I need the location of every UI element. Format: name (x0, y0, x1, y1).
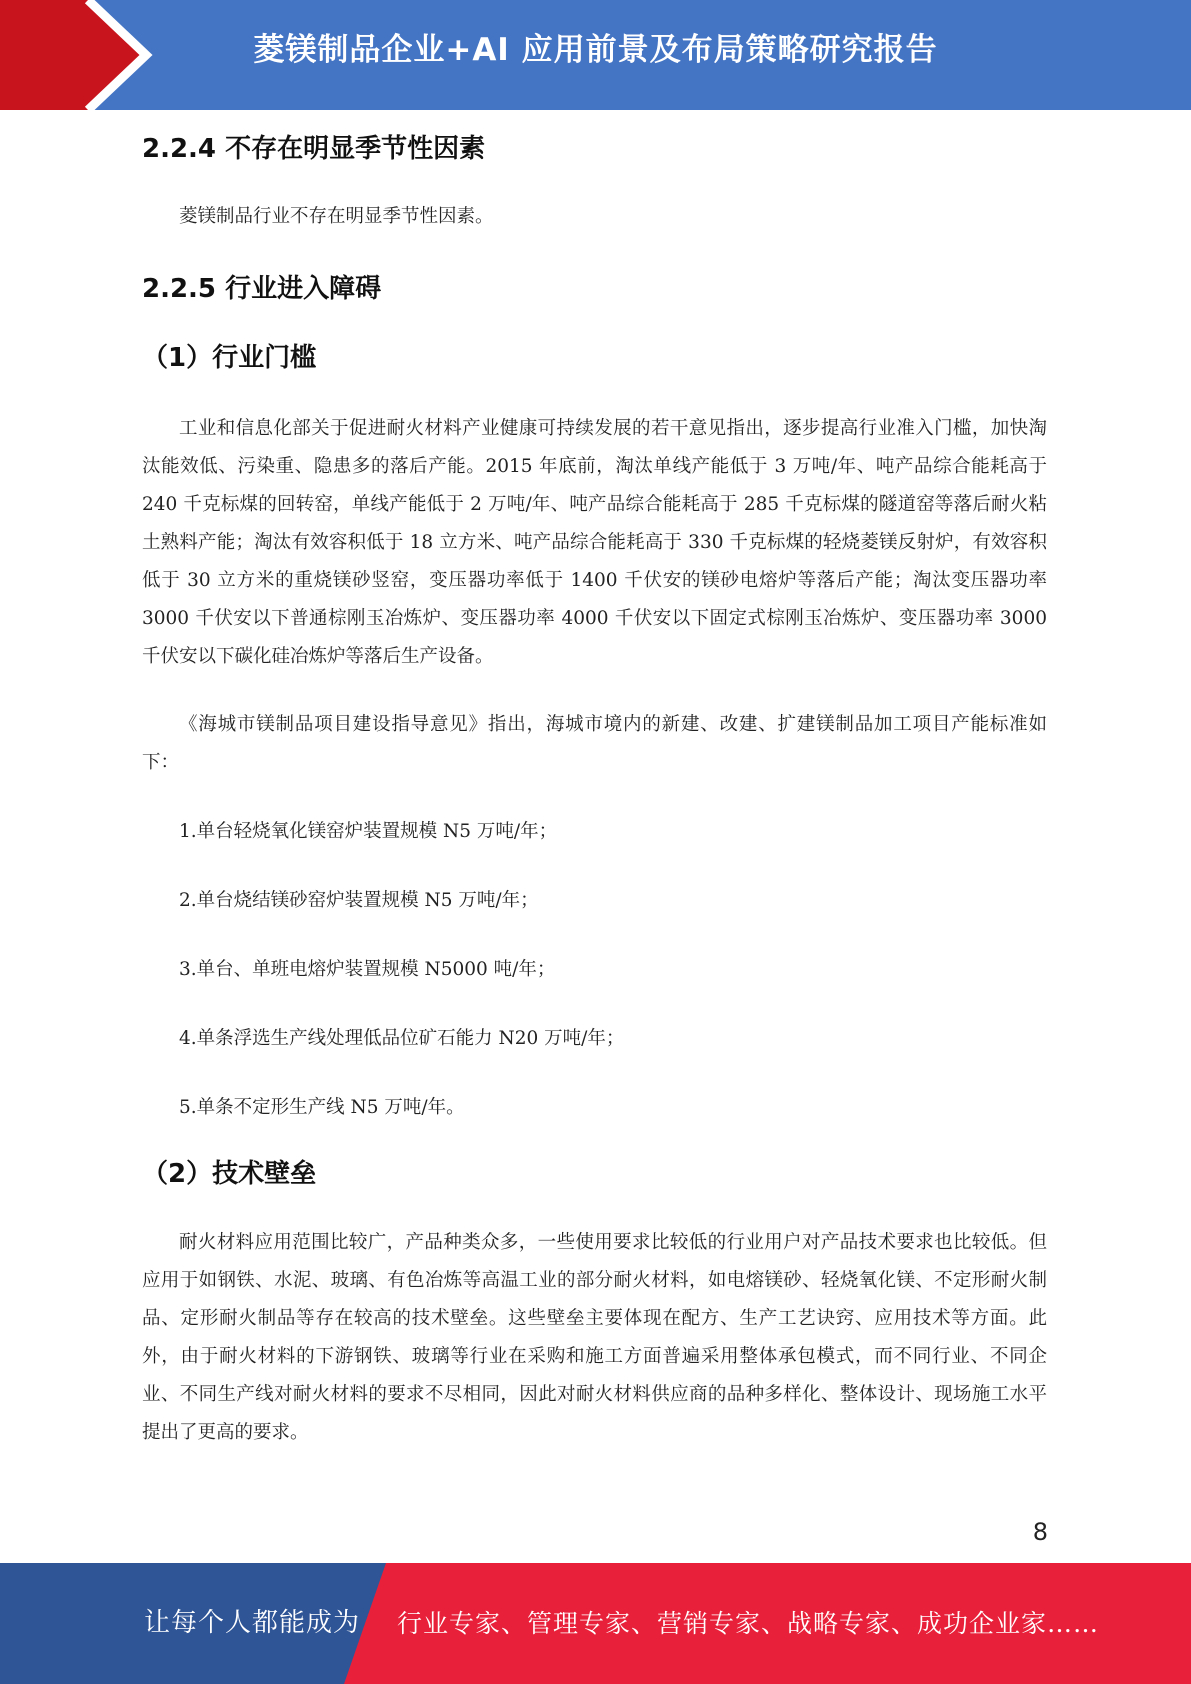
page-footer (0, 1563, 1191, 1684)
list-item: 5.单条不定形生产线 N5 万吨/年。 (179, 1097, 465, 1118)
section-heading-2-2-4: 2.2.4 不存在明显季节性因素 (142, 134, 486, 164)
subsection-heading-technical-barriers: （2）技术壁垒 (142, 1159, 317, 1189)
header-chevron-icon (0, 0, 160, 110)
section-paragraph: 菱镁制品行业不存在明显季节性因素。 (179, 206, 494, 227)
list-item: 1.单台轻烧氧化镁窑炉装置规模 N5 万吨/年； (179, 821, 558, 842)
list-item: 3.单台、单班电熔炉装置规模 N5000 吨/年； (179, 959, 556, 980)
footer-slogan-left: 让每个人都能成为 (144, 1608, 361, 1638)
section-heading-2-2-5: 2.2.5 行业进入障碍 (142, 274, 382, 304)
section-paragraph: 耐火材料应用范围比较广，产品种类众多，一些使用要求比较低的行业用户对产品技术要求也比较低。但应用于如钢铁、水泥、玻璃、有色冶炼等高温工业的部分耐火材料，如电熔镁砂、轻烧氧化镁、不定形耐火制品、定形耐火制品等存在较高的技术壁垒。这些壁垒主要体现在配方、生产工艺诀窍、应用技术等方面。此外，由于耐火材料的下游钢铁、玻璃等行业在采购和施工方面普遍采用整体承包模式，而不同行业、不同企业、不同生产线对耐火材料的要求不尽相同，因此对耐火材料供应商的品种多样化、整体设计、现场施工水平提出了更高的要求。 (142, 1232, 1047, 1443)
section-paragraph: 《海城市镁制品项目建设指导意见》指出，海城市境内的新建、改建、扩建镁制品加工项目产能标准如下： (142, 714, 1047, 773)
report-title: 菱镁制品企业+AI 应用前景及布局策略研究报告 (253, 32, 938, 68)
page-number: 8 (1032, 1518, 1048, 1546)
list-item: 2.单台烧结镁砂窑炉装置规模 N5 万吨/年； (179, 890, 539, 911)
footer-slogan-right: 行业专家、管理专家、营销专家、战略专家、成功企业家…… (397, 1609, 1100, 1638)
document-body (142, 128, 1047, 1452)
subsection-heading-industry-threshold: （1）行业门槛 (142, 343, 317, 373)
page-header (0, 0, 1191, 110)
list-item: 4.单条浮选生产线处理低品位矿石能力 N20 万吨/年； (179, 1028, 625, 1049)
section-paragraph: 工业和信息化部关于促进耐火材料产业健康可持续发展的若干意见指出，逐步提高行业准入门槛，加快淘汰能效低、污染重、隐患多的落后产能。2015 年底前，淘汰单线产能低于 3 万吨/年、吨产品综合能耗高于 240 千克标煤的回转窑，单线产能低于 2 万吨/年、吨产品综合能耗高于 285 千克标煤的隧道窑等落后耐火粘土熟料产能；淘汰有效容积低于 18 立方米、吨产品综合能耗高于 330 千克标煤的轻烧菱镁反射炉，有效容积低于 30 立方米的重烧镁砂竖窑，变压器功率低于 1400 千伏安的镁砂电熔炉等落后产能；淘汰变压器功率 3000 千伏安以下普通棕刚玉冶炼炉、变压器功率 4000 千伏安以下固定式棕刚玉冶炼炉、变压器功率 3000 千伏安以下碳化硅冶炼炉等落后生产设备。 (142, 418, 1047, 667)
